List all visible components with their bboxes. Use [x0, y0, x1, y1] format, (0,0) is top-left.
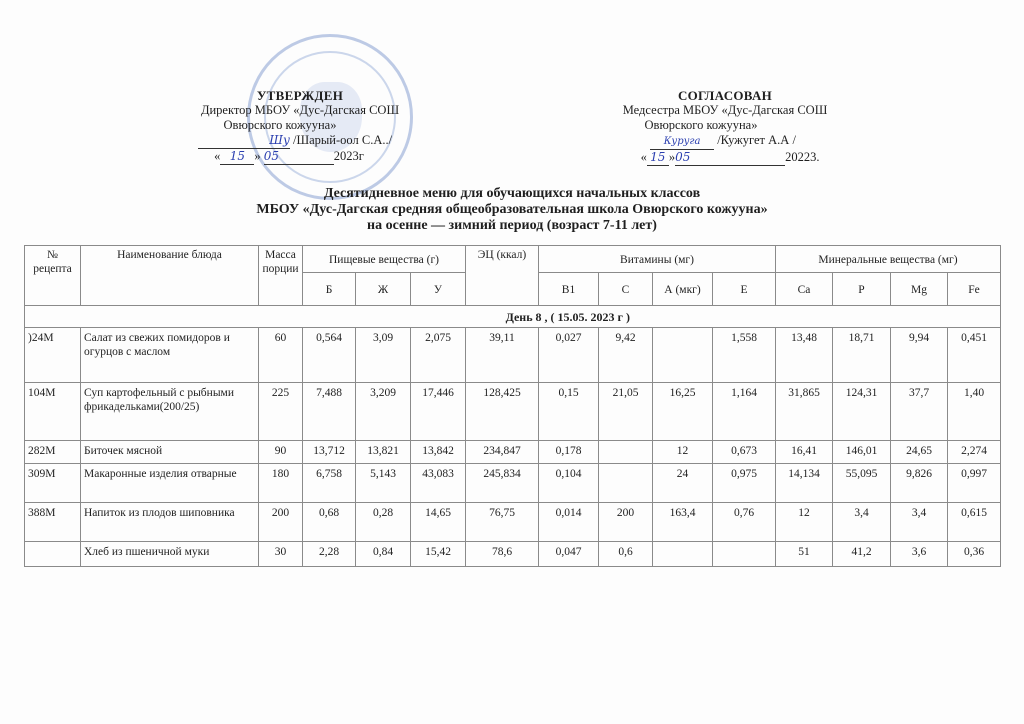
table-row [25, 383, 1001, 441]
cell-a [653, 328, 713, 383]
agreement-day: 15 [650, 150, 666, 164]
quote-open: « [640, 150, 647, 164]
agreement-date [595, 150, 865, 166]
cell-p: 18,71 [833, 328, 891, 383]
header-dish: Наименование блюда [81, 246, 259, 306]
cell-u: 13,842 [411, 441, 466, 464]
title-line-2: МБОУ «Дус-Дагская средняя общеобразовательная школа Овюрского кожууна» [256, 202, 768, 217]
agreement-heading: СОГЛАСОВАН [677, 88, 773, 103]
cell-zh: 13,821 [356, 441, 411, 464]
cell-ca: 13,48 [776, 328, 833, 383]
cell-b: 0,68 [303, 503, 356, 542]
cell-name: Макаронные изделия отварные [81, 464, 259, 503]
header-nutrients: Пищевые вещества (г) [303, 246, 466, 273]
header-vitamins: Витамины (мг) [539, 246, 776, 273]
director-signature: Шу [269, 133, 290, 147]
cell-mass: 90 [259, 441, 303, 464]
cell-a: 163,4 [653, 503, 713, 542]
cell-e [713, 542, 776, 567]
approval-month: 05 [263, 149, 280, 163]
title-line-3: на осенне — зимний период (возраст 7-11 лет) [367, 218, 657, 233]
cell-ca: 51 [776, 542, 833, 567]
cell-kcal: 78,6 [466, 542, 539, 567]
header-c: С [599, 273, 653, 306]
cell-u: 15,42 [411, 542, 466, 567]
cell-mass: 60 [259, 328, 303, 383]
cell-mg: 37,7 [891, 383, 948, 441]
cell-mass: 30 [259, 542, 303, 567]
document-title [0, 186, 1024, 234]
cell-zh: 5,143 [356, 464, 411, 503]
cell-fe: 0,997 [948, 464, 1001, 503]
quote-close: » [254, 149, 261, 163]
cell-b1: 0,047 [539, 542, 599, 567]
approval-position: Директор МБОУ «Дус-Дагская СОШ [200, 103, 400, 117]
approval-date [160, 149, 418, 165]
cell-ca: 16,41 [776, 441, 833, 464]
cell-b1: 0,027 [539, 328, 599, 383]
cell-b1: 0,178 [539, 441, 599, 464]
cell-c [599, 464, 653, 503]
header-fat: Ж [356, 273, 411, 306]
cell-u: 17,446 [411, 383, 466, 441]
cell-name: Хлеб из пшеничной муки [81, 542, 259, 567]
cell-a: 16,25 [653, 383, 713, 441]
cell-ca: 31,865 [776, 383, 833, 441]
cell-kcal: 76,75 [466, 503, 539, 542]
cell-mass: 200 [259, 503, 303, 542]
cell-e: 1,164 [713, 383, 776, 441]
agreement-signature-line [585, 133, 861, 150]
header-ca: Са [776, 273, 833, 306]
cell-kcal: 234,847 [466, 441, 539, 464]
cell-u: 14,65 [411, 503, 466, 542]
cell-kcal: 128,425 [466, 383, 539, 441]
title-line-1: Десятидневное меню для обучающихся начальных классов [323, 186, 701, 201]
cell-code: 309М [25, 464, 81, 503]
agreement-organization: Овюрского кожууна» [644, 118, 758, 132]
cell-b: 7,488 [303, 383, 356, 441]
cell-name: Биточек мясной [81, 441, 259, 464]
cell-code: )24М [25, 328, 81, 383]
cell-b1: 0,104 [539, 464, 599, 503]
cell-c: 200 [599, 503, 653, 542]
cell-mass: 180 [259, 464, 303, 503]
cell-fe: 1,40 [948, 383, 1001, 441]
cell-kcal: 245,834 [466, 464, 539, 503]
cell-u: 2,075 [411, 328, 466, 383]
cell-code [25, 542, 81, 567]
cell-name: Напиток из плодов шиповника [81, 503, 259, 542]
cell-b: 13,712 [303, 441, 356, 464]
cell-b1: 0,15 [539, 383, 599, 441]
cell-ca: 12 [776, 503, 833, 542]
table-row [25, 328, 1001, 383]
agreement-position: Медсестра МБОУ «Дус-Дагская СОШ [622, 103, 828, 117]
table-row [25, 464, 1001, 503]
cell-e: 0,975 [713, 464, 776, 503]
nurse-name: /Кужугет А.А / [717, 133, 796, 147]
header-row-1 [25, 246, 1001, 273]
header-mg: Mg [891, 273, 948, 306]
cell-kcal: 39,11 [466, 328, 539, 383]
cell-u: 43,083 [411, 464, 466, 503]
cell-code: 282М [25, 441, 81, 464]
cell-name: Суп картофельный с рыбными фрикадельками(200/25) [81, 383, 259, 441]
cell-zh: 3,09 [356, 328, 411, 383]
cell-c: 0,6 [599, 542, 653, 567]
cell-c [599, 441, 653, 464]
agreement-block [585, 88, 865, 166]
cell-a: 12 [653, 441, 713, 464]
table-row [25, 441, 1001, 464]
cell-mg: 24,65 [891, 441, 948, 464]
cell-e: 0,76 [713, 503, 776, 542]
cell-b: 2,28 [303, 542, 356, 567]
quote-open: « [214, 149, 221, 163]
cell-b: 6,758 [303, 464, 356, 503]
table-row [25, 503, 1001, 542]
cell-c: 21,05 [599, 383, 653, 441]
header-energy: ЭЦ (ккал) [466, 246, 539, 306]
approval-organization: Овюрского кожууна» [223, 118, 337, 132]
approval-year: 2023г [333, 149, 364, 163]
cell-b: 0,564 [303, 328, 356, 383]
approval-heading: УТВЕРЖДЕН [256, 88, 344, 103]
header-a: А (мкг) [653, 273, 713, 306]
approval-block [160, 88, 440, 165]
cell-mg: 9,826 [891, 464, 948, 503]
cell-mass: 225 [259, 383, 303, 441]
cell-p: 41,2 [833, 542, 891, 567]
header-recipe: № рецепта [25, 246, 81, 306]
cell-e: 0,673 [713, 441, 776, 464]
cell-p: 124,31 [833, 383, 891, 441]
day-row [25, 306, 1001, 328]
header-p: Р [833, 273, 891, 306]
cell-c: 9,42 [599, 328, 653, 383]
cell-mg: 3,6 [891, 542, 948, 567]
agreement-year: 20223. [785, 150, 820, 164]
agreement-month: 05 [675, 150, 691, 164]
header-mass: Масса порции [259, 246, 303, 306]
cell-p: 3,4 [833, 503, 891, 542]
cell-mg: 3,4 [891, 503, 948, 542]
cell-p: 146,01 [833, 441, 891, 464]
header-b1: В1 [539, 273, 599, 306]
nurse-signature: Куруга [663, 136, 701, 147]
cell-p: 55,095 [833, 464, 891, 503]
day-label: День 8 , ( 15.05. 2023 г ) [25, 306, 1001, 328]
director-name: /Шарый-оол С.А../ [293, 133, 393, 147]
cell-fe: 0,36 [948, 542, 1001, 567]
cell-mg: 9,94 [891, 328, 948, 383]
cell-code: 388М [25, 503, 81, 542]
cell-fe: 0,615 [948, 503, 1001, 542]
cell-fe: 2,274 [948, 441, 1001, 464]
cell-code: 104М [25, 383, 81, 441]
table-row [25, 542, 1001, 567]
cell-fe: 0,451 [948, 328, 1001, 383]
cell-ca: 14,134 [776, 464, 833, 503]
approval-signature-line [160, 133, 430, 149]
header-carbs: У [411, 273, 466, 306]
cell-b1: 0,014 [539, 503, 599, 542]
cell-zh: 0,84 [356, 542, 411, 567]
cell-name: Салат из свежих помидоров и огурцов с маслом [81, 328, 259, 383]
quote-close: » [668, 150, 676, 164]
cell-zh: 3,209 [356, 383, 411, 441]
header-minerals: Минеральные вещества (мг) [776, 246, 1001, 273]
menu-table [24, 245, 1001, 567]
cell-e: 1,558 [713, 328, 776, 383]
header-e: Е [713, 273, 776, 306]
cell-zh: 0,28 [356, 503, 411, 542]
header-fe: Fe [948, 273, 1001, 306]
cell-a: 24 [653, 464, 713, 503]
header-protein: Б [303, 273, 356, 306]
cell-a [653, 542, 713, 567]
approval-day: 15 [229, 149, 245, 163]
